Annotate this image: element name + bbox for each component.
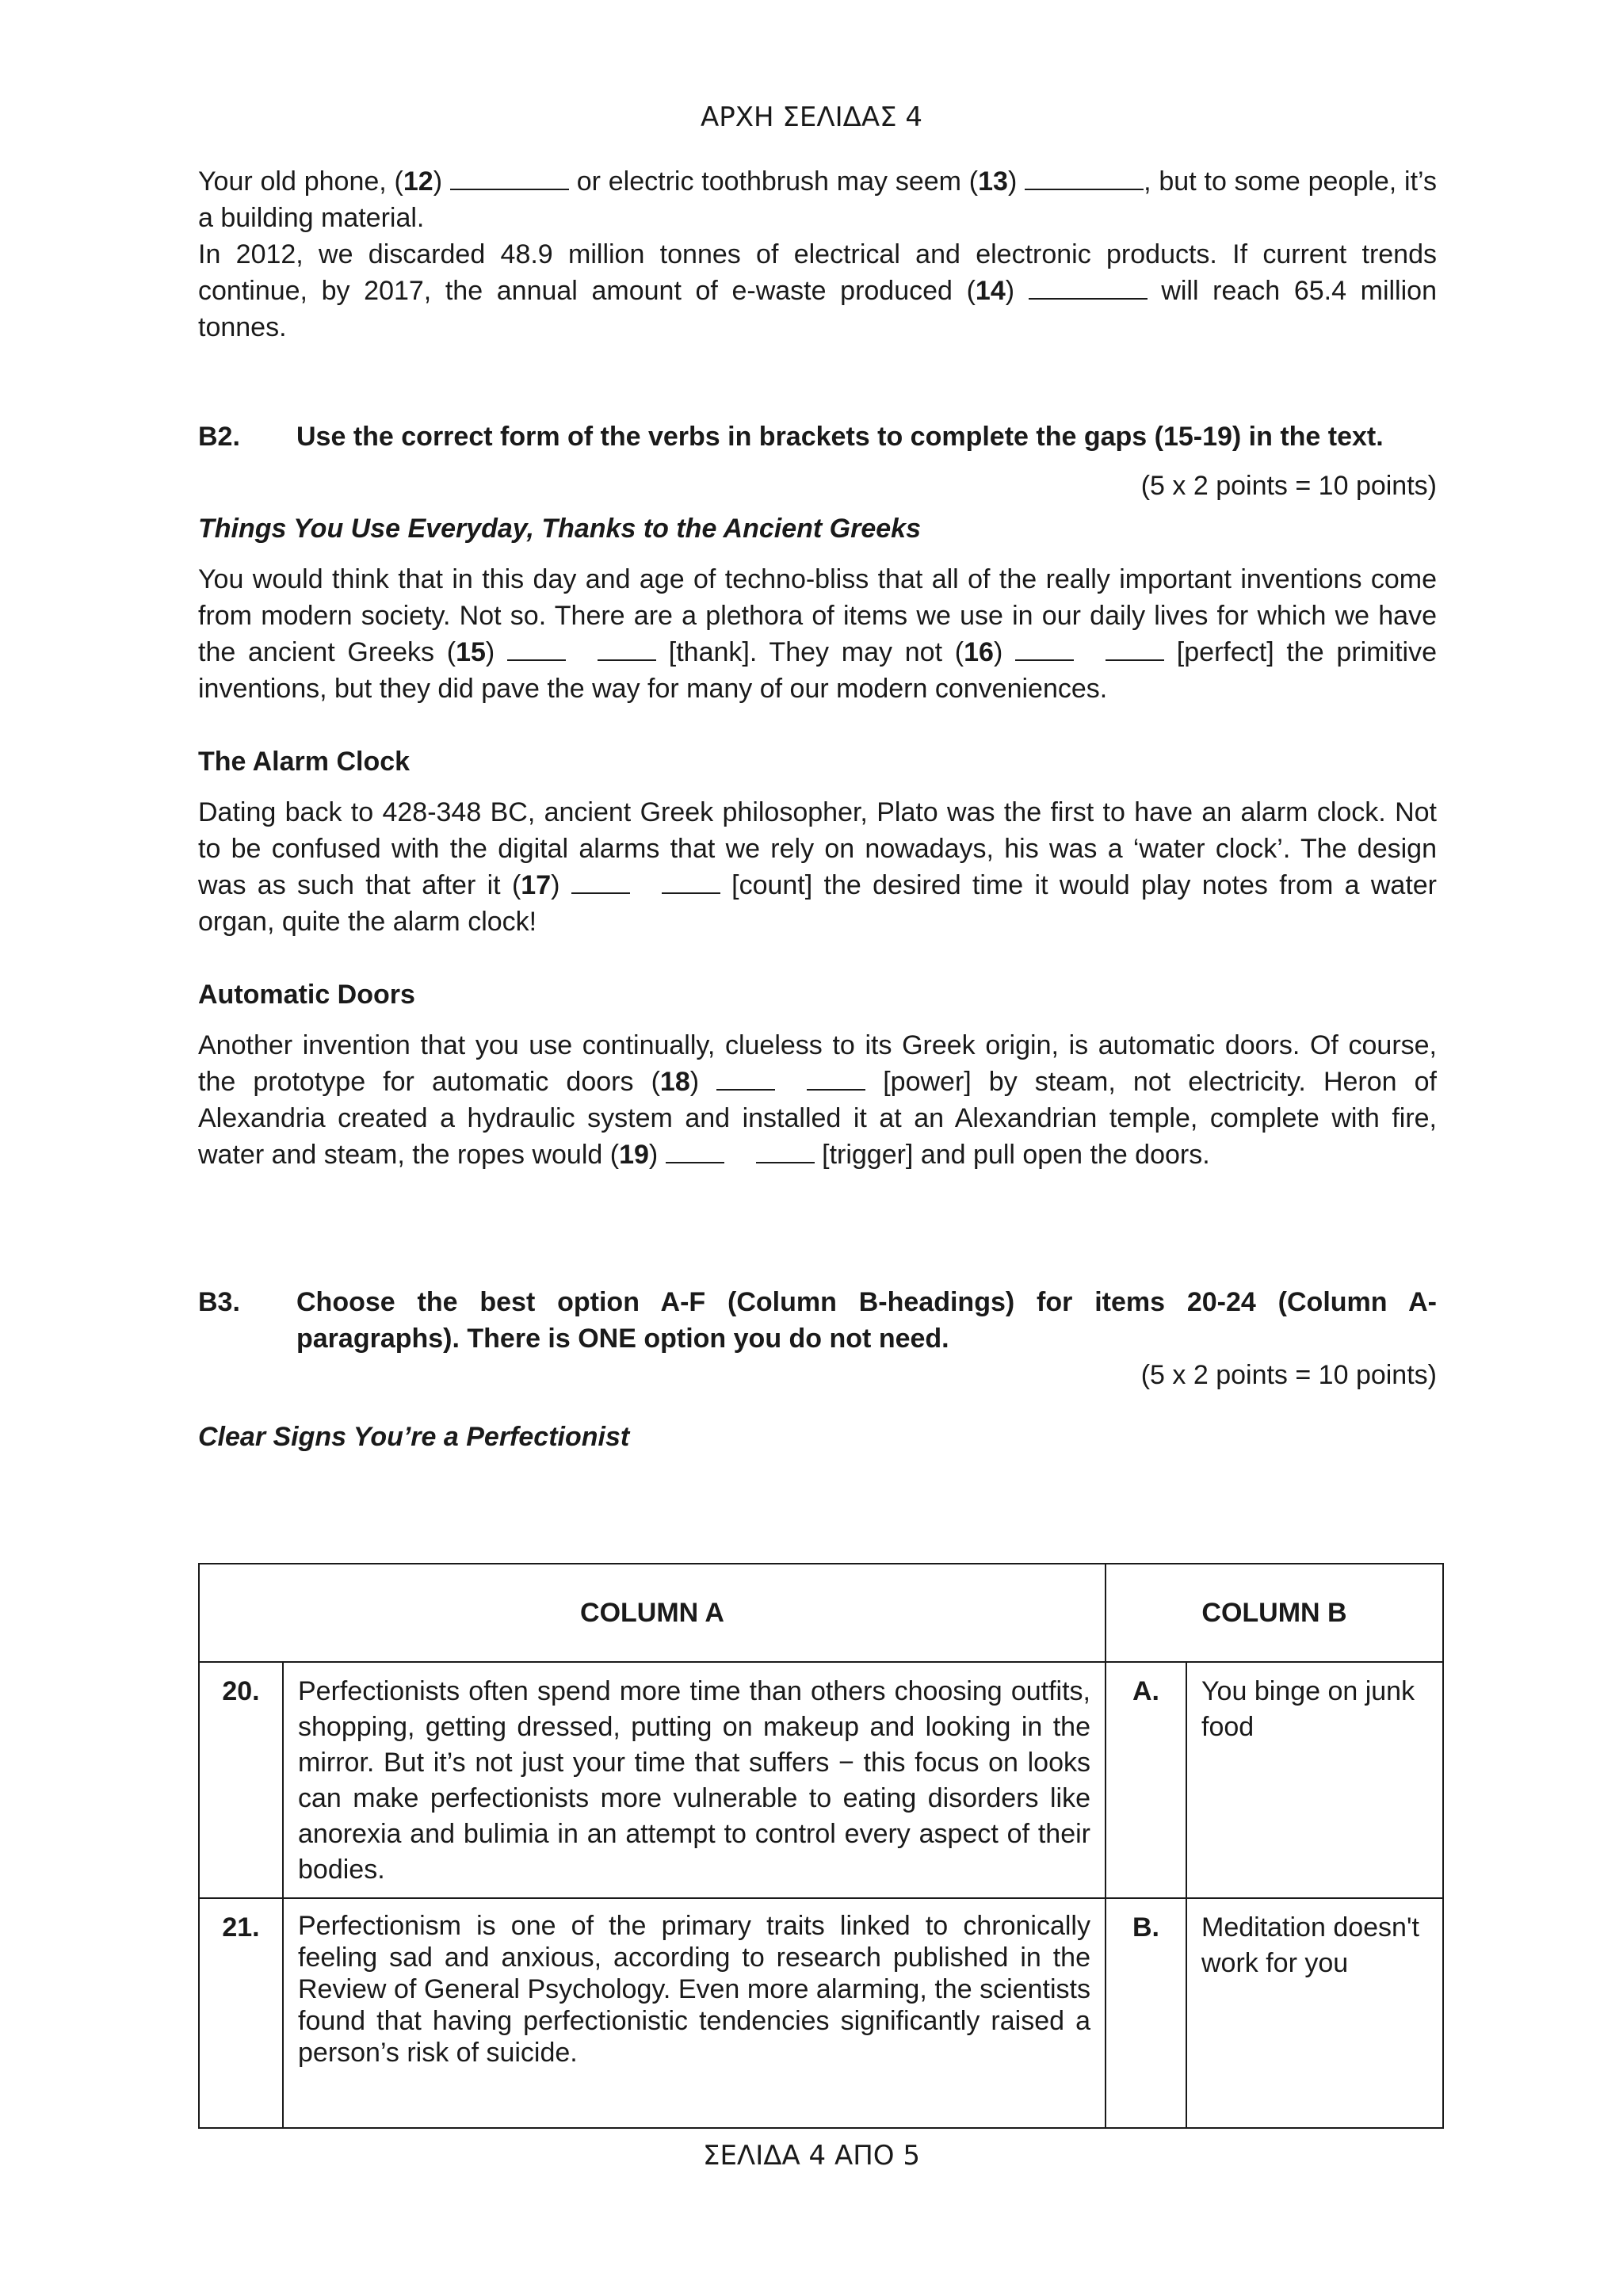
task-b2-text: Use the correct form of the verbs in brackets to complete the gaps (15-19) in the text. [296, 422, 1384, 452]
item-paragraph: Perfectionism is one of the primary traits linked to chronically feeling sad and anxious, according to research published in the Review of General Psychology. Even more alarming, the scientists found that having perfectionistic tendencies significantly raised a person’s risk of suicide. [283, 1898, 1106, 2128]
option-letter: A. [1106, 1662, 1186, 1898]
page-header: ΑΡΧΗ ΣΕΛΙΔΑΣ 4 [700, 101, 923, 133]
intro-paragraph-1: Your old phone, (12) or electric toothbrush may seem (13) , but to some people, it’s a building material. [198, 166, 1437, 233]
b2-paragraph-1: You would think that in this day and age of techno-bliss that all of the really important inventions come from modern society. Not so. There are a plethora of items we use in our daily lives for which we have the ancient Greeks (15) [thank]. They may not (16) [perfect] the primitive inventions, but they did pave the way for many of our modern conveniences. [198, 564, 1437, 704]
option-letter: B. [1106, 1898, 1186, 2128]
task-b3-title: Clear Signs You’re a Perfectionist [198, 1422, 630, 1452]
task-b2-points: (5 x 2 points = 10 points) [1140, 471, 1437, 501]
answer-gap-19a[interactable] [666, 1138, 724, 1163]
item-paragraph: Perfectionists often spend more time than others choosing outfits, shopping, getting dressed, putting on makeup and looking in the mirror. But it’s not just your time that suffers − this focus on looks can make perfectionists more vulnerable to eating disorders like anorexia and bulimia in an attempt to control every aspect of their bodies. [283, 1662, 1106, 1898]
matching-table [198, 1563, 1444, 2129]
answer-gap-17a[interactable] [571, 869, 630, 894]
answer-gap-16a[interactable] [1015, 636, 1074, 661]
task-b2-instruction [198, 418, 1437, 455]
alarm-clock-heading: The Alarm Clock [198, 747, 411, 777]
table-row [199, 1662, 1443, 1898]
item-number: 20. [199, 1662, 283, 1898]
option-heading: Meditation doesn't work for you [1186, 1898, 1443, 2128]
automatic-doors-heading: Automatic Doors [198, 980, 415, 1010]
page-footer: ΣΕΛΙΔΑ 4 ΑΠΟ 5 [702, 2140, 921, 2172]
table-row [199, 1898, 1443, 2128]
intro-paragraph-2: In 2012, we discarded 48.9 million tonnes of electrical and electronic products. If current trends continue, by 2017, the annual amount of e-waste produced (14) will reach 65.4 million tonnes. [198, 239, 1437, 342]
task-b3-instruction [198, 1284, 1437, 1357]
b2-paragraph-3: Another invention that you use continually, clueless to its Greek origin, is automatic doors. Of course, the prototype for automatic doors (18) [power] by steam, not electricity. Heron of Alexandria created a hydraulic system and installed it at an Alexandrian temple, complete with fire, water and steam, the ropes would (19) [trigger] and pull open the doors. [198, 1030, 1437, 1170]
answer-gap-12[interactable] [450, 165, 569, 190]
option-heading: You binge on junk food [1186, 1662, 1443, 1898]
answer-gap-14[interactable] [1029, 274, 1148, 300]
task-b3-number: B3. [198, 1287, 240, 1317]
task-b2-number: B2. [198, 422, 240, 452]
answer-gap-15a[interactable] [507, 636, 566, 661]
answer-gap-17b[interactable] [662, 869, 720, 894]
answer-gap-18a[interactable] [716, 1065, 775, 1091]
column-b-header: COLUMN B [1106, 1564, 1443, 1662]
answer-gap-16b[interactable] [1106, 636, 1164, 661]
answer-gap-15b[interactable] [598, 636, 656, 661]
task-b3-points: (5 x 2 points = 10 points) [1140, 1360, 1437, 1390]
answer-gap-19b[interactable] [756, 1138, 815, 1163]
answer-gap-13[interactable] [1025, 165, 1144, 190]
b2-paragraph-2: Dating back to 428-348 BC, ancient Greek philosopher, Plato was the first to have an alarm clock. Not to be confused with the digital alarms that we rely on nowadays, his was a ‘water clock’. The design was as such that after it (17) [count] the desired time it would play notes from a water organ, quite the alarm clock! [198, 797, 1437, 937]
answer-gap-18b[interactable] [807, 1065, 865, 1091]
page-content [198, 163, 1437, 1455]
task-b2-title: Things You Use Everyday, Thanks to the Ancient Greeks [198, 514, 921, 544]
table-header-row [199, 1564, 1443, 1662]
column-a-header: COLUMN A [199, 1564, 1106, 1662]
task-b3-text: Choose the best option A-F (Column B-headings) for items 20-24 (Column A-paragraphs). There is ONE option you do not need. [296, 1287, 1437, 1354]
item-number: 21. [199, 1898, 283, 2128]
